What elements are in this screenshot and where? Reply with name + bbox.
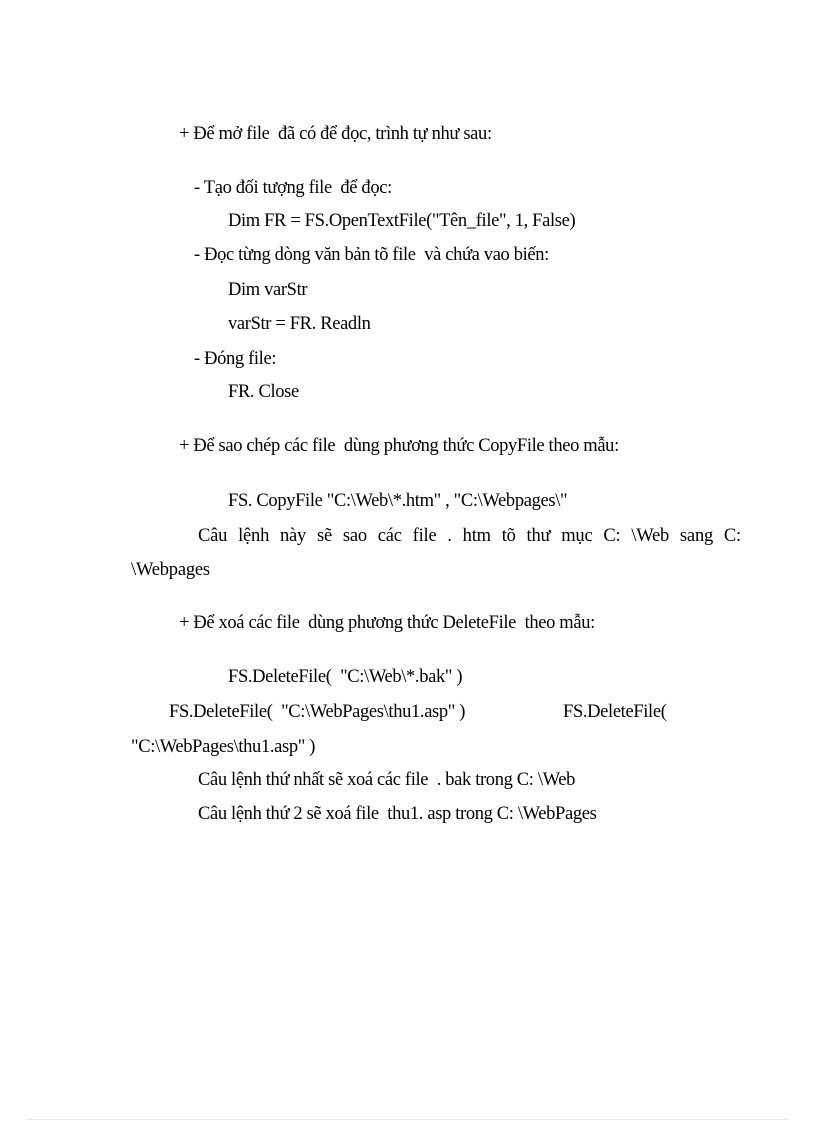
read-lines-label: - Đọc từng dòng văn bản tõ file và chứa vao biến: — [194, 245, 549, 265]
delete-code-bak: FS.DeleteFile( "C:\Web\*.bak" ) — [228, 667, 463, 687]
delete-code-asp-duplicate: FS.DeleteFile( — [563, 702, 667, 722]
delete-code-asp: FS.DeleteFile( "C:\WebPages\thu1.asp" ) — [169, 702, 466, 722]
delete-file-heading: + Để xoá các file dùng phương thức DeleteFile theo mẫu: — [179, 613, 595, 633]
create-object-code: Dim FR = FS.OpenTextFile("Tên_file", 1, False) — [228, 211, 576, 231]
close-file-code: FR. Close — [228, 382, 299, 402]
copy-file-heading: + Để sao chép các file dùng phương thức CopyFile theo mẫu: — [179, 436, 619, 456]
delete-description-first: Câu lệnh thứ nhất sẽ xoá các file . bak trong C: \Web — [198, 770, 575, 790]
page-bottom-divider — [28, 1119, 788, 1120]
copy-file-code: FS. CopyFile "C:\Web\*.htm" , "C:\Webpages\" — [228, 491, 568, 511]
close-file-label: - Đóng file: — [194, 349, 277, 369]
delete-code-asp-continued: "C:\WebPages\thu1.asp" ) — [131, 737, 316, 757]
open-file-heading: + Để mở file đã có để đọc, trình tự như sau: — [179, 124, 492, 144]
read-code-dim: Dim varStr — [228, 280, 308, 300]
delete-description-second: Câu lệnh thứ 2 sẽ xoá file thu1. asp trong C: \WebPages — [198, 804, 597, 824]
read-code-readln: varStr = FR. Readln — [228, 314, 371, 334]
create-object-label: - Tạo đối tượng file để đọc: — [194, 178, 392, 198]
copy-file-description: Câu lệnh này sẽ sao các file . htm tõ thư mục C: \Web sang C: \Webpages — [131, 526, 741, 580]
